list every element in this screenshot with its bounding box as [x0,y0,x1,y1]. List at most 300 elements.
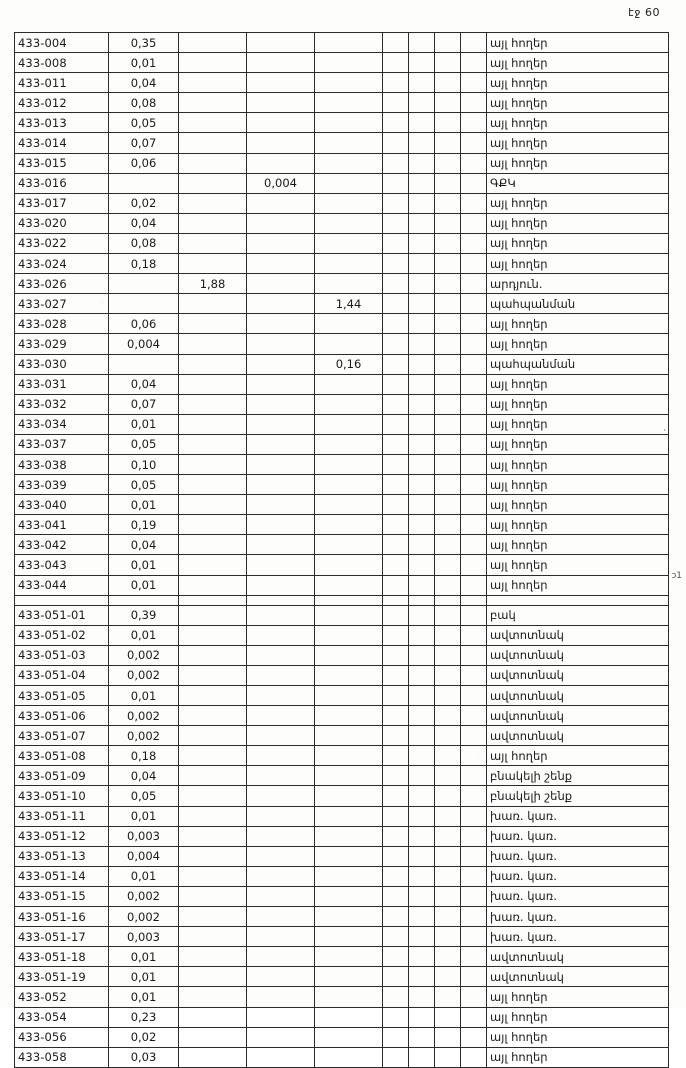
cell-code: 433-034 [15,414,109,434]
cell-narrow-3 [435,475,461,495]
cell-value-3 [247,766,315,786]
cell-narrow-2 [409,254,435,274]
cell-code: 433-051-19 [15,967,109,987]
cell-narrow-3 [435,826,461,846]
cell-note: ավտոտնակ [487,686,669,706]
cell-value-3: 0,004 [247,173,315,193]
cell-narrow-4 [461,314,487,334]
cell-value-3 [247,314,315,334]
cell-code: 433-016 [15,173,109,193]
cell-code: 433-038 [15,454,109,474]
cell-note: ԳՔԿ [487,173,669,193]
cell-narrow-1 [383,495,409,515]
cell-value-4 [315,575,383,595]
cell-code: 433-051-02 [15,625,109,645]
cell-narrow-3 [435,726,461,746]
cell-value-1: 0,002 [109,665,179,685]
cell-note: այլ հողեր [487,93,669,113]
cell-narrow-3 [435,1047,461,1067]
cell-narrow-1 [383,414,409,434]
cell-note: այլ հողեր [487,414,669,434]
cell-narrow-3 [435,495,461,515]
cell-value-1: 0,10 [109,454,179,474]
cell-narrow-1 [383,334,409,354]
cell-value-1: 0,07 [109,133,179,153]
cell-value-2 [179,213,247,233]
cell-value-1: 0,03 [109,1047,179,1067]
cell-value-2 [179,193,247,213]
cell-value-1: 0,01 [109,806,179,826]
cell-value-4: 0,16 [315,354,383,374]
cell-narrow-1 [383,826,409,846]
cell-narrow-2 [409,374,435,394]
cell-code: 433-042 [15,535,109,555]
cell-narrow-2 [409,575,435,595]
cell-narrow-4 [461,665,487,685]
cell-narrow-3 [435,394,461,414]
cell-narrow-1 [383,193,409,213]
cell-value-4 [315,1007,383,1027]
cell-value-2 [179,495,247,515]
cell-note: այլ հողեր [487,1047,669,1067]
table-row [15,766,669,786]
cell-value-2 [179,555,247,575]
cell-value-4 [315,454,383,474]
cell-value-4 [315,706,383,726]
cell-code: 433-051-12 [15,826,109,846]
cell-value-3 [247,987,315,1007]
cell-value-1: 0,04 [109,766,179,786]
cell-value-3 [247,334,315,354]
cell-value-2 [179,706,247,726]
cell-narrow-3 [435,133,461,153]
cell-narrow-1 [383,153,409,173]
table-row [15,93,669,113]
cell-narrow-2 [409,866,435,886]
table-row [15,434,669,454]
spacer-cell [383,595,409,605]
cell-code: 433-028 [15,314,109,334]
cell-value-4 [315,826,383,846]
cell-narrow-4 [461,746,487,766]
cell-value-2 [179,254,247,274]
table-row [15,726,669,746]
cell-narrow-2 [409,394,435,414]
cell-narrow-4 [461,495,487,515]
land-registry-table [14,32,669,1068]
cell-narrow-2 [409,73,435,93]
cell-value-4 [315,334,383,354]
cell-value-3 [247,625,315,645]
table-row [15,394,669,414]
cell-code: 433-031 [15,374,109,394]
cell-value-4 [315,806,383,826]
cell-narrow-2 [409,645,435,665]
table-row [15,987,669,1007]
table-row [15,233,669,253]
cell-value-1: 0,23 [109,1007,179,1027]
cell-value-3 [247,374,315,394]
cell-narrow-1 [383,374,409,394]
cell-narrow-1 [383,113,409,133]
cell-narrow-2 [409,354,435,374]
cell-value-2 [179,233,247,253]
cell-narrow-4 [461,274,487,294]
cell-narrow-1 [383,907,409,927]
cell-narrow-2 [409,133,435,153]
table-row [15,254,669,274]
cell-narrow-4 [461,213,487,233]
cell-value-2 [179,1007,247,1027]
cell-narrow-4 [461,967,487,987]
cell-narrow-2 [409,434,435,454]
cell-narrow-2 [409,1007,435,1027]
table-row [15,786,669,806]
cell-note: պահպանման [487,294,669,314]
cell-value-1: 0,002 [109,907,179,927]
cell-value-1: 0,01 [109,967,179,987]
cell-narrow-4 [461,434,487,454]
cell-value-2 [179,605,247,625]
table-row [15,73,669,93]
land-registry-table-body [15,33,669,1068]
cell-value-4 [315,414,383,434]
cell-code: 433-012 [15,93,109,113]
cell-value-3 [247,665,315,685]
cell-value-4 [315,555,383,575]
spacer-cell [315,595,383,605]
cell-narrow-1 [383,665,409,685]
cell-note: խառ. կառ. [487,886,669,906]
cell-value-3 [247,967,315,987]
cell-value-2 [179,826,247,846]
cell-value-1: 0,06 [109,153,179,173]
cell-value-2 [179,927,247,947]
cell-value-1 [109,173,179,193]
cell-narrow-2 [409,706,435,726]
cell-code: 433-032 [15,394,109,414]
cell-code: 433-051-08 [15,746,109,766]
cell-narrow-2 [409,625,435,645]
table-row [15,354,669,374]
cell-value-4 [315,886,383,906]
cell-narrow-2 [409,454,435,474]
cell-narrow-3 [435,374,461,394]
cell-value-1: 0,002 [109,645,179,665]
cell-narrow-1 [383,1027,409,1047]
cell-code: 433-017 [15,193,109,213]
cell-narrow-2 [409,967,435,987]
cell-note: խառ. կառ. [487,927,669,947]
cell-code: 433-051-01 [15,605,109,625]
cell-narrow-2 [409,605,435,625]
cell-narrow-4 [461,173,487,193]
cell-value-3 [247,786,315,806]
cell-value-3 [247,866,315,886]
cell-value-3 [247,746,315,766]
cell-value-3 [247,193,315,213]
cell-narrow-3 [435,866,461,886]
cell-narrow-4 [461,153,487,173]
cell-narrow-2 [409,213,435,233]
table-row [15,886,669,906]
cell-note: այլ հողեր [487,555,669,575]
cell-value-3 [247,53,315,73]
cell-narrow-1 [383,706,409,726]
cell-value-1: 0,05 [109,113,179,133]
cell-narrow-2 [409,806,435,826]
cell-narrow-3 [435,846,461,866]
cell-value-4 [315,605,383,625]
cell-code: 433-041 [15,515,109,535]
cell-value-3 [247,826,315,846]
cell-value-4 [315,746,383,766]
cell-narrow-4 [461,786,487,806]
cell-narrow-3 [435,173,461,193]
cell-value-4 [315,495,383,515]
cell-narrow-1 [383,213,409,233]
table-row [15,294,669,314]
cell-value-1: 0,02 [109,193,179,213]
cell-value-2 [179,686,247,706]
scan-mark-right-2: · [663,426,666,436]
cell-code: 433-008 [15,53,109,73]
spacer-cell [15,595,109,605]
table-row [15,334,669,354]
cell-note: այլ հողեր [487,1007,669,1027]
cell-note: այլ հողեր [487,33,669,53]
cell-narrow-3 [435,746,461,766]
cell-narrow-4 [461,806,487,826]
cell-value-1: 0,003 [109,927,179,947]
cell-narrow-3 [435,314,461,334]
table-row [15,314,669,334]
cell-narrow-4 [461,374,487,394]
cell-value-4 [315,665,383,685]
table-row [15,645,669,665]
cell-narrow-2 [409,535,435,555]
cell-narrow-3 [435,575,461,595]
cell-value-3 [247,645,315,665]
cell-narrow-3 [435,967,461,987]
cell-narrow-2 [409,33,435,53]
cell-narrow-3 [435,53,461,73]
table-row [15,746,669,766]
table-row [15,475,669,495]
cell-narrow-2 [409,746,435,766]
cell-narrow-2 [409,113,435,133]
cell-narrow-3 [435,113,461,133]
table-row [15,495,669,515]
spacer-cell [179,595,247,605]
cell-narrow-2 [409,93,435,113]
table-row [15,535,669,555]
cell-narrow-1 [383,454,409,474]
cell-narrow-2 [409,314,435,334]
cell-code: 433-026 [15,274,109,294]
cell-narrow-3 [435,414,461,434]
cell-code: 433-051-03 [15,645,109,665]
cell-value-3 [247,133,315,153]
cell-narrow-3 [435,605,461,625]
cell-narrow-4 [461,1047,487,1067]
cell-value-3 [247,1007,315,1027]
cell-note: խառ. կառ. [487,806,669,826]
cell-note: ավտոտնակ [487,625,669,645]
cell-value-1: 0,01 [109,575,179,595]
table-row [15,927,669,947]
cell-code: 433-039 [15,475,109,495]
cell-narrow-1 [383,1047,409,1067]
cell-note: խառ. կառ. [487,866,669,886]
cell-narrow-1 [383,354,409,374]
cell-value-1: 0,002 [109,706,179,726]
cell-narrow-2 [409,153,435,173]
cell-code: 433-051-13 [15,846,109,866]
cell-narrow-3 [435,886,461,906]
cell-narrow-1 [383,947,409,967]
scan-mark-right-1: ɔ1 [671,571,682,581]
cell-value-1: 0,05 [109,786,179,806]
cell-code: 433-051-10 [15,786,109,806]
cell-value-1: 0,002 [109,886,179,906]
cell-code: 433-013 [15,113,109,133]
cell-value-1: 0,02 [109,1027,179,1047]
cell-code: 433-014 [15,133,109,153]
cell-value-1: 0,01 [109,686,179,706]
cell-code: 433-051-06 [15,706,109,726]
cell-narrow-2 [409,334,435,354]
table-row [15,414,669,434]
cell-value-2 [179,766,247,786]
cell-value-2 [179,515,247,535]
table-row [15,806,669,826]
cell-value-4 [315,374,383,394]
cell-value-2 [179,866,247,886]
cell-value-3 [247,113,315,133]
cell-value-4 [315,645,383,665]
cell-narrow-1 [383,1007,409,1027]
cell-narrow-1 [383,766,409,786]
cell-narrow-3 [435,555,461,575]
cell-note: այլ հողեր [487,535,669,555]
cell-value-4 [315,766,383,786]
cell-value-3 [247,1047,315,1067]
cell-narrow-2 [409,927,435,947]
table-row [15,33,669,53]
cell-value-1 [109,294,179,314]
cell-code: 433-022 [15,233,109,253]
cell-value-3 [247,233,315,253]
cell-value-2 [179,886,247,906]
cell-narrow-4 [461,33,487,53]
cell-narrow-4 [461,766,487,786]
cell-value-4 [315,846,383,866]
cell-narrow-1 [383,515,409,535]
cell-value-1: 0,06 [109,314,179,334]
cell-value-2 [179,374,247,394]
cell-narrow-3 [435,665,461,685]
cell-value-1: 0,39 [109,605,179,625]
cell-narrow-2 [409,846,435,866]
cell-narrow-1 [383,625,409,645]
cell-narrow-2 [409,233,435,253]
cell-value-3 [247,73,315,93]
cell-value-1: 0,01 [109,987,179,1007]
cell-value-1 [109,274,179,294]
cell-value-4 [315,93,383,113]
cell-value-4 [315,625,383,645]
cell-note: այլ հողեր [487,73,669,93]
cell-value-1: 0,002 [109,726,179,746]
cell-narrow-4 [461,354,487,374]
spacer-cell [435,595,461,605]
cell-narrow-1 [383,605,409,625]
cell-value-4 [315,213,383,233]
cell-note: խառ. կառ. [487,907,669,927]
cell-value-3 [247,806,315,826]
cell-value-1: 0,05 [109,475,179,495]
cell-narrow-1 [383,475,409,495]
cell-code: 433-051-05 [15,686,109,706]
cell-note: այլ հողեր [487,254,669,274]
cell-narrow-4 [461,193,487,213]
cell-value-2 [179,1027,247,1047]
cell-note: բակ [487,605,669,625]
cell-value-3 [247,454,315,474]
cell-note: այլ հողեր [487,515,669,535]
cell-narrow-3 [435,354,461,374]
cell-value-3 [247,434,315,454]
cell-value-3 [247,1027,315,1047]
cell-value-4 [315,1027,383,1047]
cell-code: 433-054 [15,1007,109,1027]
cell-narrow-3 [435,294,461,314]
cell-narrow-2 [409,907,435,927]
cell-narrow-4 [461,625,487,645]
table-row [15,967,669,987]
cell-value-4 [315,33,383,53]
cell-narrow-3 [435,434,461,454]
cell-value-2 [179,475,247,495]
cell-value-3 [247,907,315,927]
cell-narrow-1 [383,394,409,414]
cell-narrow-4 [461,726,487,746]
cell-narrow-4 [461,294,487,314]
cell-narrow-4 [461,394,487,414]
cell-narrow-3 [435,686,461,706]
cell-note: ավտոտնակ [487,706,669,726]
cell-narrow-4 [461,927,487,947]
cell-code: 433-043 [15,555,109,575]
cell-narrow-2 [409,515,435,535]
cell-value-4 [315,254,383,274]
cell-value-2 [179,53,247,73]
cell-narrow-4 [461,475,487,495]
cell-narrow-1 [383,686,409,706]
cell-code: 433-044 [15,575,109,595]
cell-narrow-2 [409,766,435,786]
cell-code: 433-051-09 [15,766,109,786]
cell-note: այլ հողեր [487,394,669,414]
cell-narrow-3 [435,153,461,173]
cell-narrow-4 [461,645,487,665]
cell-narrow-2 [409,274,435,294]
cell-narrow-2 [409,786,435,806]
cell-value-1: 0,18 [109,254,179,274]
cell-value-3 [247,686,315,706]
cell-value-1: 0,19 [109,515,179,535]
